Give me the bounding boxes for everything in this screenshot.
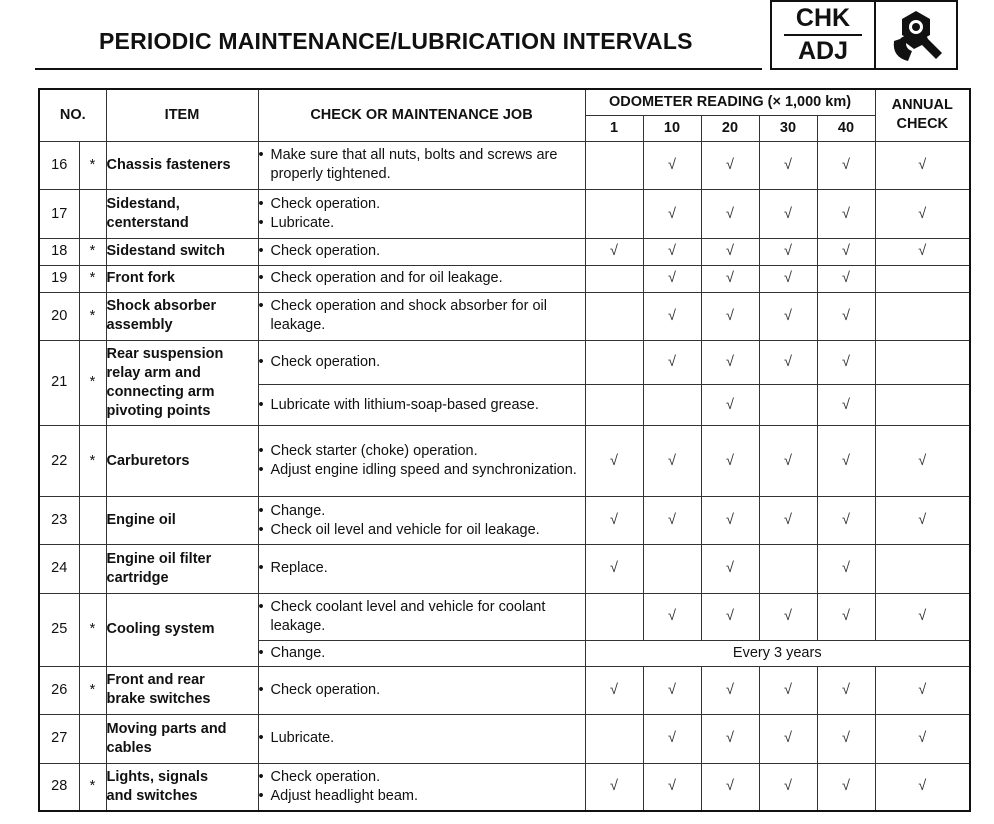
item-name: [106, 667, 258, 715]
job-text: Adjust engine idling speed and synchronization.: [270, 462, 577, 479]
check-40: √: [817, 545, 875, 594]
bullet: •: [258, 298, 264, 315]
bullet: •: [258, 787, 264, 804]
item-name: [106, 545, 258, 594]
title-underline: [35, 68, 762, 70]
bullet: •: [258, 644, 264, 661]
check-10: √: [643, 497, 701, 545]
check-40: √: [817, 292, 875, 340]
header-interval-10: 10: [643, 115, 701, 141]
job-line: [259, 681, 585, 700]
item-name-line: pivoting points: [106, 402, 211, 419]
header-no: NO.: [39, 89, 106, 141]
check-10: √: [643, 763, 701, 811]
header-item: ITEM: [106, 89, 258, 141]
job-text: Replace.: [270, 560, 328, 577]
maintenance-job: [258, 640, 585, 666]
maintenance-table: [38, 88, 971, 812]
job-text: Check starter (choke) operation.: [270, 443, 478, 460]
check-40: √: [817, 190, 875, 239]
job-text: Check oil level and vehicle for oil leakage.: [270, 521, 540, 538]
check-1: [585, 190, 643, 239]
check-annual: √: [875, 763, 970, 811]
critical-marker: *: [79, 265, 106, 292]
check-1: √: [585, 239, 643, 265]
check-annual: √: [875, 593, 970, 640]
interval-note: Every 3 years: [585, 640, 970, 666]
maintenance-job: [258, 714, 585, 763]
item-name: [106, 190, 258, 239]
job-text: Check coolant level and vehicle for coolant leakage.: [270, 598, 546, 634]
bullet: •: [258, 768, 264, 785]
check-10: √: [643, 265, 701, 292]
item-name-line: Rear suspension: [106, 345, 224, 362]
job-line: [259, 353, 585, 372]
check-40: √: [817, 426, 875, 497]
bullet: •: [258, 502, 264, 519]
bullet: •: [258, 215, 264, 232]
job-text: Check operation.: [270, 768, 381, 785]
check-annual: √: [875, 190, 970, 239]
row-number: 20: [39, 292, 79, 340]
check-annual: √: [875, 141, 970, 190]
check-1: √: [585, 426, 643, 497]
row-number: 23: [39, 497, 79, 545]
item-name: [106, 141, 258, 190]
page-title: PERIODIC MAINTENANCE/LUBRICATION INTERVALS: [99, 28, 693, 54]
item-name: [106, 714, 258, 763]
item-name-line: Carburetors: [106, 452, 190, 469]
item-name-line: Engine oil filter: [106, 550, 212, 567]
critical-marker: *: [79, 667, 106, 715]
table-row: [39, 763, 970, 811]
item-name-line: Front and rear: [106, 672, 205, 689]
bullet: •: [258, 243, 264, 260]
check-1: √: [585, 667, 643, 715]
item-name: [106, 265, 258, 292]
item-name: [106, 763, 258, 811]
table-row: [39, 141, 970, 190]
check-annual: [875, 385, 970, 426]
bullet: •: [258, 598, 264, 615]
row-number: 28: [39, 763, 79, 811]
table-row: [39, 239, 970, 265]
job-text: Check operation.: [270, 243, 381, 260]
item-name: [106, 497, 258, 545]
check-10: [643, 385, 701, 426]
check-40: √: [817, 141, 875, 190]
table-row: [39, 667, 970, 715]
check-30: √: [759, 340, 817, 385]
check-annual: [875, 340, 970, 385]
table-row: [39, 340, 970, 385]
check-40: √: [817, 340, 875, 385]
bullet: •: [258, 354, 264, 371]
check-20: √: [701, 385, 759, 426]
check-30: [759, 385, 817, 426]
job-line: [259, 644, 585, 663]
maintenance-job: [258, 141, 585, 190]
check-20: √: [701, 497, 759, 545]
row-number: 27: [39, 714, 79, 763]
item-name-line: Moving parts and: [106, 720, 227, 737]
row-number: 24: [39, 545, 79, 594]
header-interval-40: 40: [817, 115, 875, 141]
item-name: [106, 593, 258, 666]
check-30: √: [759, 292, 817, 340]
item-name-line: Engine oil: [106, 512, 176, 529]
row-number: 17: [39, 190, 79, 239]
bullet: •: [258, 396, 264, 413]
maintenance-job: [258, 239, 585, 265]
item-name: [106, 292, 258, 340]
job-text: Check operation.: [270, 354, 381, 371]
badge-text: [772, 2, 876, 68]
check-20: √: [701, 340, 759, 385]
check-annual: [875, 265, 970, 292]
maintenance-job: [258, 265, 585, 292]
item-name: [106, 239, 258, 265]
check-20: √: [701, 239, 759, 265]
job-text: Adjust headlight beam.: [270, 787, 419, 804]
check-20: √: [701, 763, 759, 811]
check-annual: √: [875, 714, 970, 763]
table-row: [39, 292, 970, 340]
job-line: [259, 787, 585, 806]
check-10: [643, 545, 701, 594]
job-line: [259, 442, 585, 461]
critical-marker: [79, 714, 106, 763]
item-name-line: cartridge: [106, 569, 169, 586]
check-1: √: [585, 763, 643, 811]
job-text: Lubricate.: [270, 215, 335, 232]
header-interval-30: 30: [759, 115, 817, 141]
maintenance-job: [258, 667, 585, 715]
header-job: CHECK OR MAINTENANCE JOB: [258, 89, 585, 141]
item-name-line: Cooling system: [106, 621, 215, 638]
check-20: √: [701, 667, 759, 715]
item-name-line: Sidestand,: [106, 196, 180, 213]
header-interval-1: 1: [585, 115, 643, 141]
bullet: •: [258, 443, 264, 460]
bullet: •: [258, 730, 264, 747]
critical-marker: *: [79, 141, 106, 190]
item-name-line: brake switches: [106, 691, 211, 708]
maintenance-job: [258, 426, 585, 497]
check-20: √: [701, 545, 759, 594]
check-20: √: [701, 426, 759, 497]
critical-marker: [79, 545, 106, 594]
maintenance-job: [258, 190, 585, 239]
job-line: [259, 598, 585, 636]
item-name: [106, 340, 258, 425]
item-name-line: Chassis fasteners: [106, 156, 231, 173]
check-10: √: [643, 593, 701, 640]
bullet: •: [258, 560, 264, 577]
check-1: [585, 385, 643, 426]
check-40: √: [817, 714, 875, 763]
job-line: [259, 729, 585, 748]
check-40: √: [817, 497, 875, 545]
job-text: Check operation and for oil leakage.: [270, 270, 503, 287]
row-number: 22: [39, 426, 79, 497]
row-number: 26: [39, 667, 79, 715]
check-30: √: [759, 265, 817, 292]
check-annual: [875, 292, 970, 340]
maintenance-job: [258, 340, 585, 385]
row-number: 16: [39, 141, 79, 190]
check-30: √: [759, 714, 817, 763]
item-name-line: Lights, signals: [106, 768, 209, 785]
job-line: [259, 521, 585, 540]
row-number: 25: [39, 593, 79, 666]
job-text: Change.: [270, 644, 326, 661]
check-30: √: [759, 190, 817, 239]
row-number: 18: [39, 239, 79, 265]
table-row: [39, 714, 970, 763]
job-text: Check operation and shock absorber for oil leakage.: [270, 298, 547, 334]
check-20: √: [701, 292, 759, 340]
item-name-line: relay arm and: [106, 364, 201, 381]
check-1: [585, 141, 643, 190]
check-20: √: [701, 265, 759, 292]
critical-marker: [79, 190, 106, 239]
badge-divider: [784, 34, 862, 36]
check-30: √: [759, 763, 817, 811]
check-30: √: [759, 667, 817, 715]
bullet: •: [258, 147, 264, 164]
job-line: [259, 396, 585, 415]
critical-marker: *: [79, 340, 106, 425]
check-annual: √: [875, 667, 970, 715]
item-name-line: Sidestand switch: [106, 243, 225, 260]
check-40: √: [817, 667, 875, 715]
check-annual: √: [875, 239, 970, 265]
table-row: [39, 265, 970, 292]
job-text: Check operation.: [270, 196, 381, 213]
bullet: •: [258, 462, 264, 479]
check-1: [585, 340, 643, 385]
check-30: √: [759, 497, 817, 545]
maintenance-job: [258, 763, 585, 811]
job-line: [259, 214, 585, 233]
check-10: √: [643, 141, 701, 190]
table-row: [39, 190, 970, 239]
header-annual-line2: CHECK: [896, 116, 949, 133]
table-row: [39, 593, 970, 640]
job-text: Change.: [270, 502, 326, 519]
item-name-line: connecting arm: [106, 383, 215, 400]
check-10: √: [643, 292, 701, 340]
item-name-line: and switches: [106, 787, 198, 804]
critical-marker: [79, 497, 106, 545]
item-name: [106, 426, 258, 497]
check-1: [585, 265, 643, 292]
maintenance-job: [258, 545, 585, 594]
bullet: •: [258, 521, 264, 538]
check-10: √: [643, 190, 701, 239]
check-1: [585, 292, 643, 340]
header-annual: [875, 89, 970, 141]
check-40: √: [817, 239, 875, 265]
item-name-line: centerstand: [106, 215, 189, 232]
row-number: 19: [39, 265, 79, 292]
row-number: 21: [39, 340, 79, 425]
maintenance-job: [258, 593, 585, 640]
bullet: •: [258, 196, 264, 213]
job-line: [259, 559, 585, 578]
wrench-nut-icon: [876, 2, 956, 68]
critical-marker: *: [79, 763, 106, 811]
check-30: √: [759, 593, 817, 640]
check-annual: √: [875, 426, 970, 497]
job-line: [259, 297, 585, 335]
check-1: [585, 593, 643, 640]
check-10: √: [643, 667, 701, 715]
job-line: [259, 242, 585, 261]
maintenance-job: [258, 292, 585, 340]
check-10: √: [643, 714, 701, 763]
check-30: √: [759, 426, 817, 497]
job-line: [259, 502, 585, 521]
check-40: √: [817, 763, 875, 811]
job-line: [259, 768, 585, 787]
check-20: √: [701, 714, 759, 763]
item-name-line: cables: [106, 739, 152, 756]
check-40: √: [817, 265, 875, 292]
bullet: •: [258, 681, 264, 698]
check-20: √: [701, 190, 759, 239]
badge-bottom-label: ADJ: [797, 37, 848, 65]
item-name-line: Shock absorber: [106, 298, 217, 315]
check-10: √: [643, 426, 701, 497]
table-row: [39, 426, 970, 497]
check-annual: [875, 545, 970, 594]
table-row: [39, 497, 970, 545]
critical-marker: *: [79, 593, 106, 666]
check-annual: √: [875, 497, 970, 545]
check-1: [585, 714, 643, 763]
job-line: [259, 269, 585, 288]
check-30: √: [759, 141, 817, 190]
header-annual-line1: ANNUAL: [891, 97, 953, 114]
badge-top-label: CHK: [795, 4, 851, 32]
chk-adj-badge: [770, 0, 958, 70]
job-text: Lubricate with lithium-soap-based grease.: [270, 396, 539, 413]
check-10: √: [643, 239, 701, 265]
check-30: [759, 545, 817, 594]
critical-marker: *: [79, 292, 106, 340]
item-name-line: Front fork: [106, 270, 175, 287]
job-text: Check operation.: [270, 681, 381, 698]
check-1: √: [585, 497, 643, 545]
check-20: √: [701, 593, 759, 640]
job-text: Make sure that all nuts, bolts and screws are properly tightened.: [270, 147, 558, 183]
job-line: [259, 195, 585, 214]
job-line: [259, 461, 585, 480]
check-40: √: [817, 385, 875, 426]
bullet: •: [258, 270, 264, 287]
check-1: √: [585, 545, 643, 594]
check-20: √: [701, 141, 759, 190]
check-10: √: [643, 340, 701, 385]
item-name-line: assembly: [106, 317, 173, 334]
maintenance-job: [258, 385, 585, 426]
job-text: Lubricate.: [270, 730, 335, 747]
job-line: [259, 146, 585, 184]
critical-marker: *: [79, 239, 106, 265]
critical-marker: *: [79, 426, 106, 497]
maintenance-job: [258, 497, 585, 545]
check-40: √: [817, 593, 875, 640]
table-row: [39, 545, 970, 594]
header-odometer: ODOMETER READING (× 1,000 km): [585, 89, 875, 115]
header-interval-20: 20: [701, 115, 759, 141]
check-30: √: [759, 239, 817, 265]
